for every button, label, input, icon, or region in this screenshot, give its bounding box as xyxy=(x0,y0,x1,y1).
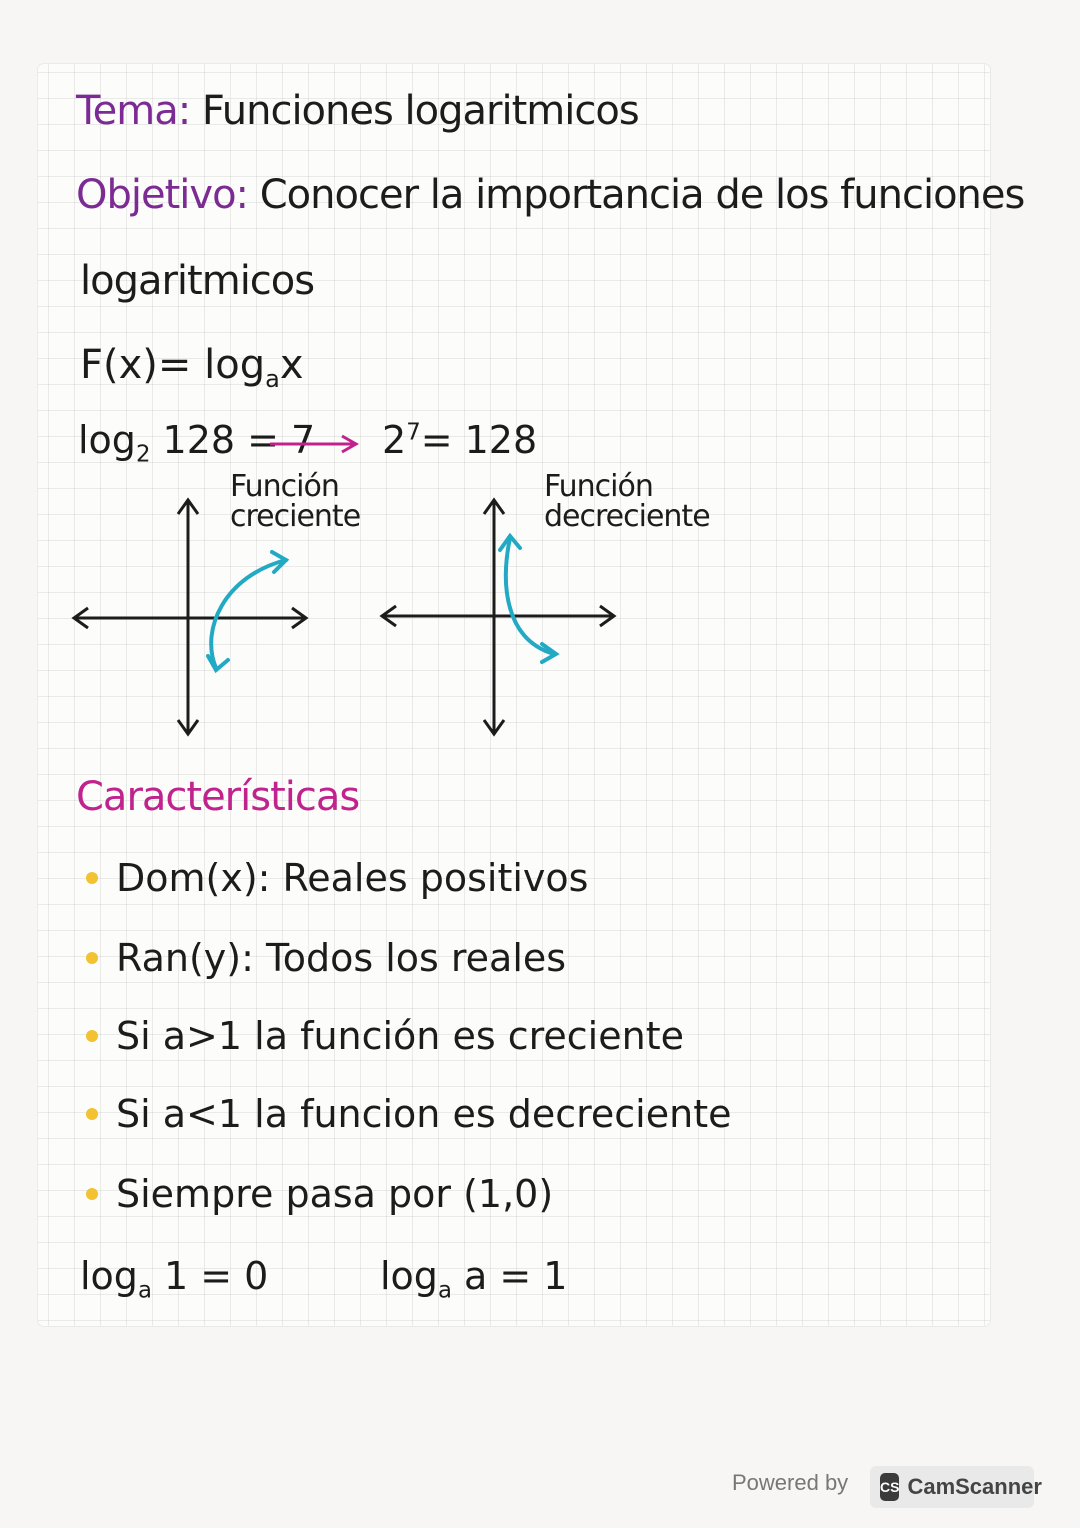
list-item xyxy=(86,856,588,900)
list-item-text: Si a>1 la función es creciente xyxy=(116,1014,684,1058)
example-exponential xyxy=(382,418,537,462)
example-arrow-icon xyxy=(268,432,364,456)
increasing-label-line-1: Función xyxy=(230,469,339,504)
characteristics-title: Características xyxy=(76,774,360,820)
identity-2-base: a xyxy=(437,1277,452,1304)
objective-value: Conocer la importancia de los funciones xyxy=(259,172,1025,218)
example-exp-base: 2 xyxy=(382,418,407,462)
list-item xyxy=(86,1172,553,1216)
objective-continuation: logaritmicos xyxy=(80,258,315,304)
topic-value: Funciones logaritmicos xyxy=(201,88,639,134)
list-item-text: Siempre pasa por (1,0) xyxy=(116,1172,554,1216)
bullet-dot-icon xyxy=(86,952,98,964)
example-log-word: log xyxy=(78,418,136,462)
increasing-function-graph xyxy=(64,490,324,740)
camscanner-logo xyxy=(870,1466,1042,1508)
topic-label: Tema: xyxy=(76,88,191,134)
identity-2-rest: a = 1 xyxy=(451,1254,568,1298)
objective-label: Objetivo: xyxy=(76,172,249,218)
bullet-dot-icon xyxy=(86,1030,98,1042)
function-lhs: F(x)= log xyxy=(80,342,266,388)
list-item-text: Ran(y): Todos los reales xyxy=(116,936,567,980)
bullet-dot-icon xyxy=(86,1108,98,1120)
example-log-base: 2 xyxy=(135,441,151,468)
decreasing-label-line-1: Función xyxy=(544,469,653,504)
decreasing-function-graph xyxy=(372,490,632,740)
list-item-text: Si a<1 la funcion es decreciente xyxy=(116,1092,732,1136)
identity-1-log: log xyxy=(80,1254,138,1298)
identity-1-base: a xyxy=(137,1277,152,1304)
example-log-rest: 128 = 7 xyxy=(150,418,316,462)
list-item xyxy=(86,1014,684,1058)
function-definition xyxy=(80,342,304,393)
increasing-label-line-2: creciente xyxy=(230,499,361,534)
function-var: x xyxy=(279,342,304,388)
camscanner-badge-icon: CS xyxy=(880,1473,899,1501)
powered-by-text: Powered by xyxy=(732,1470,849,1495)
identity-log-base xyxy=(380,1254,567,1304)
objective-line xyxy=(76,172,1024,218)
example-exp-rest: = 128 xyxy=(420,418,538,462)
list-item-text: Dom(x): Reales positivos xyxy=(116,856,589,900)
decreasing-label-line-2: decreciente xyxy=(544,499,710,534)
identity-log-one xyxy=(80,1254,268,1304)
function-base: a xyxy=(265,365,280,393)
list-item xyxy=(86,1092,731,1136)
bullet-dot-icon xyxy=(86,1188,98,1200)
bullet-dot-icon xyxy=(86,872,98,884)
example-exp-exponent: 7 xyxy=(406,419,421,446)
camscanner-brand: CamScanner xyxy=(907,1474,1042,1499)
identity-1-rest: 1 = 0 xyxy=(151,1254,269,1298)
topic-line xyxy=(76,88,639,134)
identity-2-log: log xyxy=(380,1254,438,1298)
list-item xyxy=(86,936,566,980)
